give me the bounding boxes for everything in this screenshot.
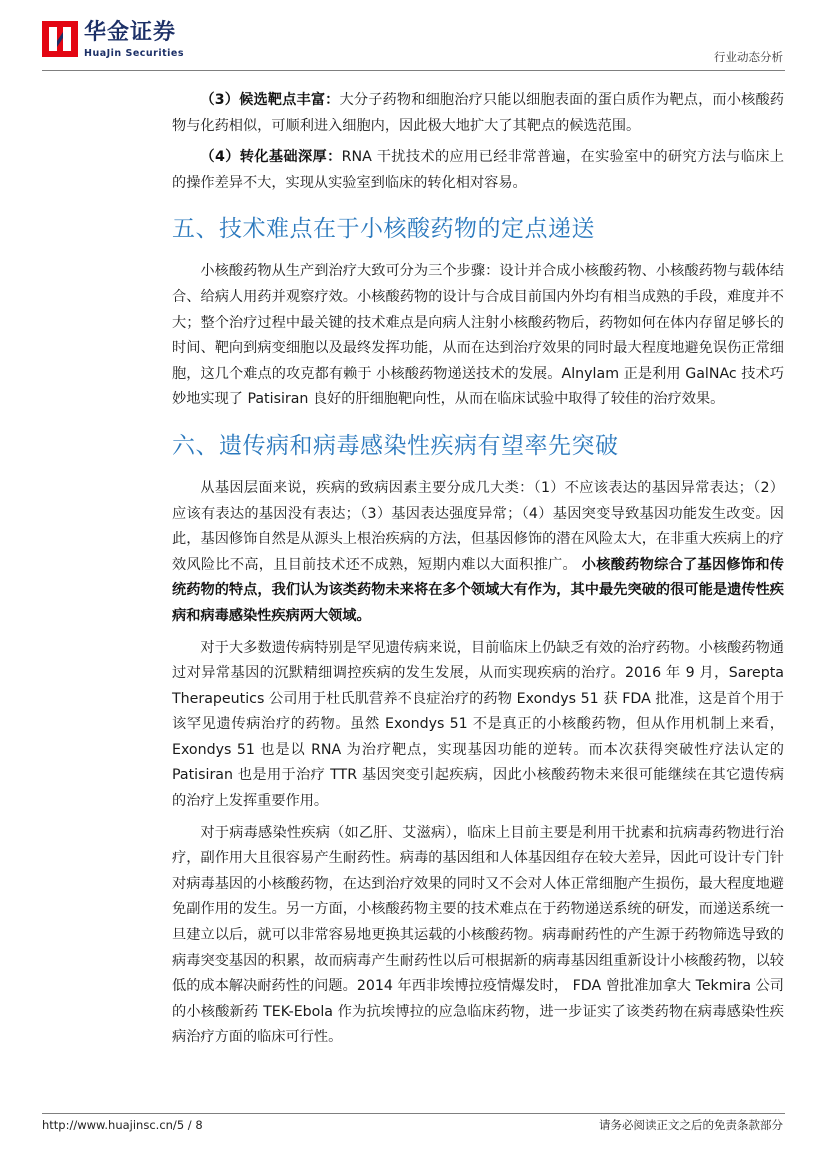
text-run: RNA 干扰技术的应用已经非常普遍，在实验室中的研究方法与临床上的操作差异不大，实现从实验室到临床的转化相对容易。 [172,149,784,191]
text-run: 小核酸药物综合了基因修饰和传统药物的特点，我们认为该类药物未来将在多个领域大有作为，其中最先突破的很可能是遗传性疾病和病毒感染性疾病两大领域。 [172,556,784,624]
footer-divider [42,1113,785,1114]
footer-url-page [42,1118,203,1132]
logo-text-en: HuaJin Securities [84,48,185,59]
report-body [172,88,784,1057]
paragraph-translation-basis [172,145,784,196]
paragraph-candidate-targets [172,88,784,139]
page-header [0,0,827,80]
section-heading-6: 六、遗传病和病毒感染性疾病有望率先突破 [172,432,619,459]
footer-page-number: 5 / 8 [176,1118,203,1132]
text-run: 大分子药物和细胞治疗只能以细胞表面的蛋白质作为靶点，而小核酸药物与化药相似，可顺利进入细胞内，因此极大地扩大了其靶点的候选范围。 [172,92,784,134]
paragraph-viral-diseases: 对于病毒感染性疾病（如乙肝、艾滋病），临床上目前主要是利用干扰素和抗病毒药物进行治疗，副作用大且很容易产生耐药性。病毒的基因组和人体基因组存在较大差异，因此可设计专门针对病毒基因的小核酸药物，在达到治疗效果的同时又不会对人体正常细胞产生损伤，最大程度地避免副作用的发生。另一方面，小核酸药物主要的技术难点在于药物递送系统的研发，而递送系统一旦建立以后，就可以非常容易地更换其运载的小核酸药物。病毒耐药性的产生源于药物筛选导致的病毒突变基因的积累，故而病毒产生耐药性以后可根据新的病毒基因组重新设计小核酸药物，以较低的成本解决耐药性的问题。2014 年西非埃博拉疫情爆发时， FDA 曾批准加拿大 Tekmira 公司的小核酸新药 TEK-Ebola 作为抗埃博拉的应急临床药物，进一步证实了该类药物在病毒感染性疾病治疗方面的临床可行性。 [172,824,784,1046]
text-run: （3）候选靶点丰富： [200,92,340,108]
paragraph-delivery-challenge: 小核酸药物从生产到治疗大致可分为三个步骤：设计并合成小核酸药物、小核酸药物与载体结合、给病人用药并观察疗效。小核酸药物的设计与合成目前国内外均有相当成熟的手段，难度并不大；整个治疗过程中最关键的技术难点是向病人注射小核酸药物后，药物如何在体内存留足够长的时间、靶向到病变细胞以及最终发挥功能，从而在达到治疗效果的同时最大程度地避免误伤正常细胞，这几个难点的攻克都有赖于 小核酸药物递送技术的发展。Alnylam 正是利用 GalNAc 技术巧妙地实现了 Patisiran 良好的肝细胞靶向性，从而在临床试验中取得了较佳的治疗效果。 [172,263,784,408]
paragraph-gene-level-causes [172,476,784,630]
footer-disclaimer: 请务必阅读正文之后的免责条款部分 [599,1118,783,1132]
logo-text-cn: 华金证券 [84,20,177,45]
huajin-logo-icon [42,21,78,57]
text-run: （4）转化基础深厚： [200,149,342,166]
paragraph-genetic-diseases: 对于大多数遗传病特别是罕见遗传病来说，目前临床上仍缺乏有效的治疗药物。小核酸药物通过对异常基因的沉默精细调控疾病的发生发展，从而实现疾病的治疗。2016 年 9 月，Sarepta Therapeutics 公司用于杜氏肌营养不良症治疗的药物 Exondys 51 获 FDA 批准，这是首个用于该罕见遗传病治疗的药物。虽然 Exondys 51 不是真正的小核酸药物，但从作用机制上来看，Exondys 51 也是以 RNA 为治疗靶点，实现基因功能的逆转。而本次获得突破性疗法认定的 Patisiran 也是用于治疗 TTR 基因突变引起疾病，因此小核酸药物未来很可能继续在其它遗传病的治疗上发挥重要作用。 [172,639,784,810]
text-run: 从基因层面来说，疾病的致病因素主要分成几大类：（1）不应该表达的基因异常表达；（2）应该有表达的基因没有表达；（3）基因表达强度异常；（4）基因突变导致基因功能发生改变。因此，基因修饰自然是从源头上根治疾病的方法，但基因修饰的潜在风险太大，在非重大疾病上的疗效风险比不高，且目前技术还不成熟，短期内难以大面积推广。 [172,479,784,573]
footer-url-link[interactable]: http://www.huajinsc.cn/ [42,1118,177,1132]
section-heading-5: 五、技术难点在于小核酸药物的定点递送 [172,216,595,243]
report-type-label: 行业动态分析 [714,50,783,64]
header-divider [42,70,785,71]
